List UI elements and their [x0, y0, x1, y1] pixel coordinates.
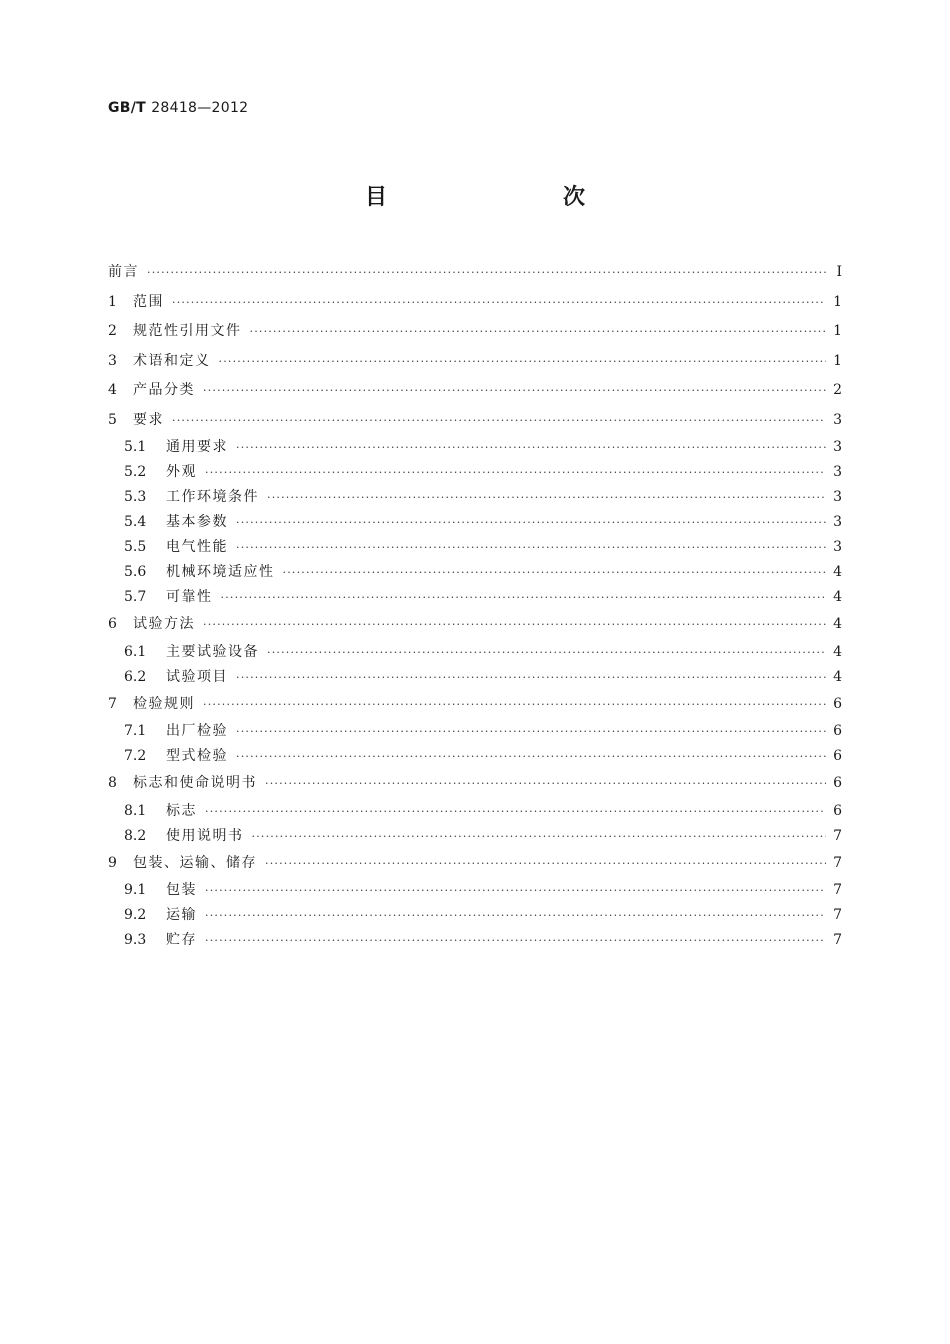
toc-entry-number: 9.2 [124, 907, 147, 923]
toc-entry-title: 机械环境适应性 [166, 564, 275, 580]
toc-entry-number: 9.1 [124, 882, 147, 898]
toc-entry-title: 通用要求 [166, 439, 228, 455]
toc-entry-title: 范围 [133, 293, 164, 310]
toc-entry-page: 6 [833, 748, 842, 764]
toc-entry-number: 9 [108, 854, 117, 871]
toc-entry[interactable] [108, 719, 842, 744]
toc-entry-page: 6 [833, 695, 842, 712]
toc-entry-number: 3 [108, 352, 117, 369]
toc-entry[interactable] [108, 535, 842, 560]
toc-entry-number: 4 [108, 382, 117, 398]
toc-entry[interactable] [108, 258, 842, 288]
toc-entry-title: 规范性引用文件 [133, 323, 242, 339]
toc-entry-number: 5 [108, 411, 117, 428]
toc-entry-title: 要求 [133, 411, 164, 428]
toc-leader-dots [283, 560, 827, 585]
toc-entry-title: 基本参数 [166, 514, 228, 530]
toc-entry-number: 6 [108, 616, 117, 632]
toc-leader-dots [205, 878, 826, 903]
toc-entry-title: 术语和定义 [133, 352, 211, 369]
toc-entry-page: 6 [833, 775, 842, 791]
toc-entry-number: 1 [108, 293, 117, 310]
toc-entry-page: 6 [833, 802, 842, 819]
toc-entry-page: Ⅰ [836, 264, 842, 280]
toc-entry-number: 5.7 [124, 589, 147, 605]
toc-entry-page: 3 [833, 539, 842, 555]
page-title: 目 次 [364, 185, 629, 210]
toc-entry-page: 3 [833, 464, 842, 480]
toc-entry-title: 贮存 [166, 932, 197, 948]
toc-entry-title: 工作环境条件 [166, 489, 259, 505]
toc-leader-dots [236, 665, 826, 690]
toc-entry-title: 电气性能 [166, 539, 228, 555]
toc-leader-dots [203, 376, 826, 406]
toc-entry[interactable] [108, 485, 842, 510]
toc-entry[interactable] [108, 799, 842, 824]
toc-entry[interactable] [108, 903, 842, 928]
toc-entry-title: 标志和使命说明书 [133, 775, 257, 791]
toc-entry-page: 7 [833, 827, 842, 844]
toc-entry-page: 6 [833, 723, 842, 739]
toc-leader-dots [267, 640, 826, 665]
toc-entry-page: 1 [833, 352, 842, 369]
toc-entry-number: 7.2 [124, 748, 147, 764]
toc-entry-title: 试验项目 [166, 668, 228, 685]
toc-entry-title: 包装 [166, 882, 197, 898]
toc-entry-page: 4 [833, 564, 842, 580]
standard-prefix: GB/T [108, 100, 147, 116]
toc-entry-page: 1 [833, 323, 842, 339]
toc-entry[interactable] [108, 610, 842, 640]
toc-leader-dots [236, 719, 826, 744]
toc-entry[interactable] [108, 460, 842, 485]
toc-entry-page: 3 [833, 514, 842, 530]
toc-entry-number: 5.6 [124, 564, 147, 580]
toc-entry-title: 试验方法 [133, 616, 195, 632]
table-of-contents [108, 258, 842, 953]
toc-entry-number: 5.2 [124, 464, 147, 480]
toc-entry-page: 3 [833, 489, 842, 505]
toc-entry-number: 2 [108, 323, 117, 339]
toc-entry-page: 7 [833, 882, 842, 898]
toc-entry-number: 5.4 [124, 514, 147, 530]
toc-entry-page: 4 [833, 668, 842, 685]
toc-leader-dots [147, 258, 826, 288]
toc-entry-title: 主要试验设备 [166, 643, 259, 660]
toc-leader-dots [265, 849, 826, 879]
toc-leader-dots [236, 535, 826, 560]
toc-leader-dots [205, 903, 826, 928]
toc-leader-dots [265, 769, 826, 799]
toc-entry-number: 8.1 [124, 802, 147, 819]
toc-leader-dots [236, 435, 826, 460]
toc-entry[interactable] [108, 510, 842, 535]
standard-code [108, 100, 248, 116]
toc-leader-dots [252, 824, 827, 849]
toc-entry-number: 7.1 [124, 723, 147, 739]
toc-leader-dots [205, 799, 826, 824]
toc-entry-page: 7 [833, 907, 842, 923]
toc-entry-number: 8.2 [124, 827, 147, 844]
standard-number: 28418—2012 [151, 100, 249, 116]
toc-entry-number: 8 [108, 775, 117, 791]
toc-entry[interactable] [108, 690, 842, 720]
toc-entry[interactable] [108, 824, 842, 849]
toc-entry-page: 7 [833, 854, 842, 871]
toc-entry-number: 9.3 [124, 932, 147, 948]
toc-leader-dots [236, 744, 826, 769]
toc-entry-title: 检验规则 [133, 695, 195, 712]
toc-entry-title: 标志 [166, 802, 197, 819]
toc-entry-title: 运输 [166, 907, 197, 923]
toc-leader-dots [267, 485, 826, 510]
toc-entry[interactable] [108, 317, 842, 347]
toc-entry[interactable] [108, 744, 842, 769]
toc-entry-number: 5.3 [124, 489, 147, 505]
toc-entry[interactable] [108, 928, 842, 953]
toc-leader-dots [203, 690, 826, 720]
toc-leader-dots [236, 510, 826, 535]
toc-entry-page: 2 [833, 382, 842, 398]
toc-entry-page: 7 [833, 932, 842, 948]
toc-entry[interactable] [108, 376, 842, 406]
toc-entry-page: 4 [833, 589, 842, 605]
toc-leader-dots [172, 288, 826, 318]
toc-entry-number: 5.1 [124, 439, 147, 455]
toc-entry-title: 产品分类 [133, 382, 195, 398]
toc-entry-title: 出厂检验 [166, 723, 228, 739]
toc-entry-title: 前言 [108, 264, 139, 280]
toc-leader-dots [203, 610, 826, 640]
toc-entry[interactable] [108, 878, 842, 903]
toc-entry[interactable] [108, 585, 842, 610]
toc-entry-page: 4 [833, 616, 842, 632]
toc-entry-title: 可靠性 [166, 589, 213, 605]
toc-entry[interactable] [108, 435, 842, 460]
toc-leader-dots [205, 460, 826, 485]
toc-entry-page: 1 [833, 293, 842, 310]
toc-entry-title: 外观 [166, 464, 197, 480]
toc-entry-number: 6.2 [124, 668, 147, 685]
toc-entry-page: 3 [833, 439, 842, 455]
toc-leader-dots [172, 406, 826, 436]
toc-entry-number: 5.5 [124, 539, 147, 555]
toc-entry[interactable] [108, 406, 842, 436]
toc-entry[interactable] [108, 849, 842, 879]
toc-entry-number: 6.1 [124, 643, 147, 660]
toc-entry-page: 4 [833, 643, 842, 660]
toc-entry[interactable] [108, 769, 842, 799]
toc-entry-title: 使用说明书 [166, 827, 244, 844]
toc-leader-dots [250, 317, 827, 347]
toc-entry-page: 3 [833, 411, 842, 428]
toc-entry-title: 型式检验 [166, 748, 228, 764]
toc-leader-dots [221, 585, 827, 610]
toc-entry[interactable] [108, 560, 842, 585]
toc-entry-title: 包装、运输、储存 [133, 854, 257, 871]
toc-entry[interactable] [108, 288, 842, 318]
toc-entry[interactable] [108, 665, 842, 690]
toc-entry[interactable] [108, 347, 842, 377]
toc-entry[interactable] [108, 640, 842, 665]
toc-leader-dots [219, 347, 827, 377]
toc-leader-dots [205, 928, 826, 953]
toc-entry-number: 7 [108, 695, 117, 712]
